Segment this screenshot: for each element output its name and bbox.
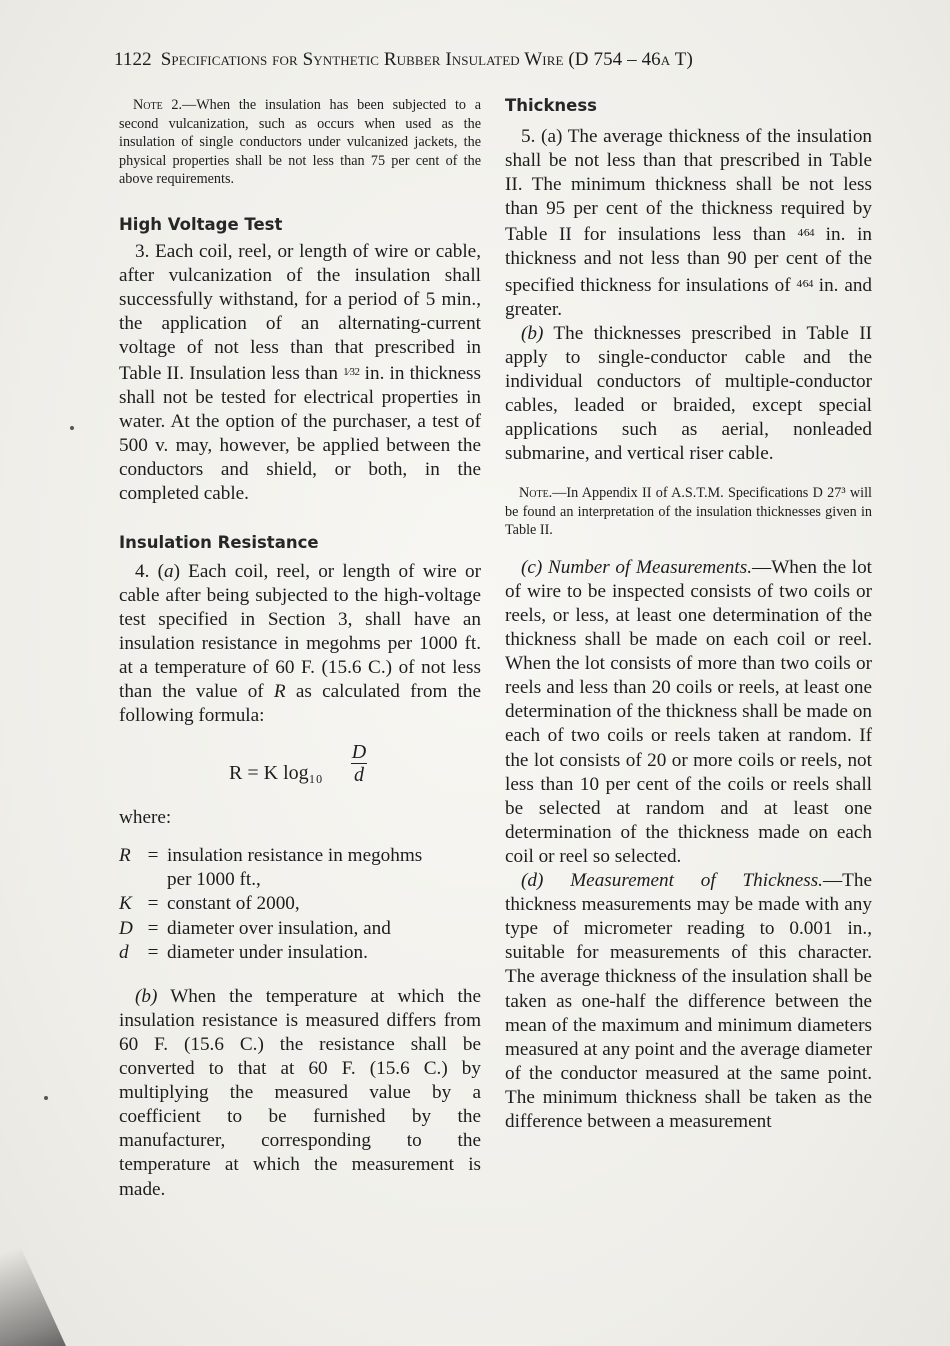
margin-speck [70, 426, 74, 430]
formula-numerator: D [351, 741, 367, 764]
left-column [119, 96, 481, 1202]
note-2-text: —When the insulation has been subjected to a second vulcanization, such as occurs when used as the insulation of single conductors under vulcanized jackets, the physical properties shall be not less than 75 per cent of the above requirements. [119, 97, 481, 187]
section-5d-text: —The thickness measurements may be made with any type of micrometer reading to 0.001 in., suitable for measurements of this character. The average thickness of the insulation shall be taken as one-half the difference between the mean of the maximum and minimum diameters measured at any point and the average diameter of the conductor measured at the same point. The minimum thickness shall be taken as the difference between a measurement [505, 870, 872, 1132]
section-5a-text-1: The average thickness of the insulation shall be not less than that prescribed in Table II. The minimum thickness shall be not less than 95 per cent of the thickness required by Table II for insulations less than [505, 126, 873, 246]
section-5a-text-3: in. and greater. [505, 274, 873, 320]
section-4b-text: When the temperature at which the insulation resistance is measured differs from 60 F. (15.6 C.) the resistance shall be converted to that at 60 F. (15.6 C.) by multiplying the measured value by a coefficient to be furnished by the manufacturer, corresponding to the temperature at which the measurement is made. [119, 985, 481, 1200]
section-3-paragraph [119, 240, 481, 507]
definition-continuation: per 1000 ft., [167, 869, 261, 891]
definition-text: insulation resistance in megohms [167, 845, 423, 867]
section-5b-paragraph [505, 322, 872, 467]
where-label: where: [119, 807, 172, 829]
scan-shadow [0, 1166, 110, 1346]
section-5c-title: Number of Measurements. [547, 556, 752, 578]
section-5d-prefix: (d) [521, 870, 544, 892]
section-4a-letter: a [163, 560, 174, 582]
definition-item [119, 917, 481, 941]
definition-item [119, 941, 481, 965]
appendix-note [505, 484, 872, 540]
fraction-4-64: 4⁄64 [797, 227, 814, 240]
definitions-list [119, 844, 481, 964]
right-column [505, 96, 872, 1134]
definition-text: diameter over insulation, and [167, 917, 391, 939]
section-4b-letter: (b) [135, 985, 158, 1007]
section-5c-paragraph [505, 556, 872, 869]
definition-text: constant of 2000, [167, 893, 300, 915]
section-4a-end: as calculated from the following formula: [119, 681, 482, 727]
resistance-formula [119, 736, 481, 796]
section-4a-paragraph [119, 560, 481, 729]
section-3-text-b: in. in thickness shall not be tested for electrical properties in water. At the option of the purchaser, a test of 500 v. may, however, be applied between the conductors and shield, or both, in the completed cable. [119, 362, 481, 505]
section-5c-text: —When the lot of wire to be inspected consists of two coils or reels, or less, at least one determination of the thickness shall be made on each coil or reel. When the lot consists of more than two coils or reels and less than 20 coils or reels, at least one determination of the thickness shall be made on each of two coils or reels taken at random. If the lot consists of 20 or more coils or reels, not less than 10 per cent of the coils or reels shall be selected at random and at least one determination of the thickness made on each coil or reel so selected. [505, 556, 872, 867]
running-header [114, 49, 874, 71]
section-5b-prefix: (b) [521, 322, 544, 344]
section-5a-text-2: in. in thickness and not less than 90 per cent of the specified thickness for insulations of [505, 224, 873, 296]
definition-symbol: d [119, 941, 129, 963]
formula-fraction [351, 742, 367, 785]
header-title: Specifications for Synthetic Rubber Insulated Wire (D 754 – 46a T) [160, 49, 693, 70]
appendix-note-text: —In Appendix II of A.S.T.M. Specifications D 27³ will be found an interpretation of the insulation thicknesses given in Table II. [505, 485, 872, 539]
definition-equals: = [147, 917, 159, 939]
definition-text: diameter under insulation. [167, 941, 368, 963]
variable-r: R [273, 681, 286, 702]
section-5d-paragraph [505, 869, 872, 1134]
section-4a-text: ) Each coil, reel, or length of wire or cable after being subjected to the high-voltage test specified in Section 3, shall have an insulation resistance in megohms per 1000 ft. at a temperature of 60 F. (15.6 C.) of not less than the value of [119, 560, 482, 702]
definition-item [119, 844, 481, 868]
definition-equals: = [147, 845, 159, 867]
section-5b-text: The thicknesses prescribed in Table II apply to single-conductor cable and the individual conductors of multiple-conductor cables, leaded or braided, except special applications such as aerial, nonleaded submarine, and vertical riser cable. [505, 322, 872, 465]
section-4a-prefix: 4. ( [135, 560, 164, 582]
heading-thickness: Thickness [505, 96, 597, 115]
fraction-4-64-b: 4⁄64 [796, 277, 813, 290]
definition-symbol: R [119, 845, 131, 867]
formula-lhs: R = K log₁₀ [229, 762, 323, 785]
section-3-text-a: 3. Each coil, reel, or length of wire or cable, after vulcanization of the insulation shall successfully withstand, for a period of 5 min., the application of an alternating-current voltage of not less than that prescribed in Table II. Insulation less than [119, 240, 481, 384]
section-4b-paragraph [119, 985, 481, 1202]
note-2-label: Note 2. [133, 97, 183, 113]
note-2 [119, 96, 481, 189]
definition-symbol: K [119, 893, 132, 915]
fraction-1-32: 1⁄32 [343, 365, 360, 378]
definition-equals: = [147, 893, 159, 915]
section-5d-title: Measurement of Thickness. [570, 870, 823, 892]
heading-high-voltage: High Voltage Test [119, 214, 283, 234]
section-5a-prefix: 5. (a) [521, 126, 563, 147]
heading-insulation-resistance: Insulation Resistance [119, 532, 319, 552]
definition-symbol: D [119, 917, 133, 939]
section-5a-paragraph [505, 125, 872, 322]
formula-denominator: d [354, 764, 364, 787]
definition-equals: = [147, 941, 159, 963]
margin-speck [44, 1096, 48, 1100]
appendix-note-label: Note. [519, 485, 553, 502]
page-number: 1122 [114, 49, 152, 70]
section-5c-prefix: (c) [521, 556, 543, 578]
definition-item [119, 892, 481, 916]
